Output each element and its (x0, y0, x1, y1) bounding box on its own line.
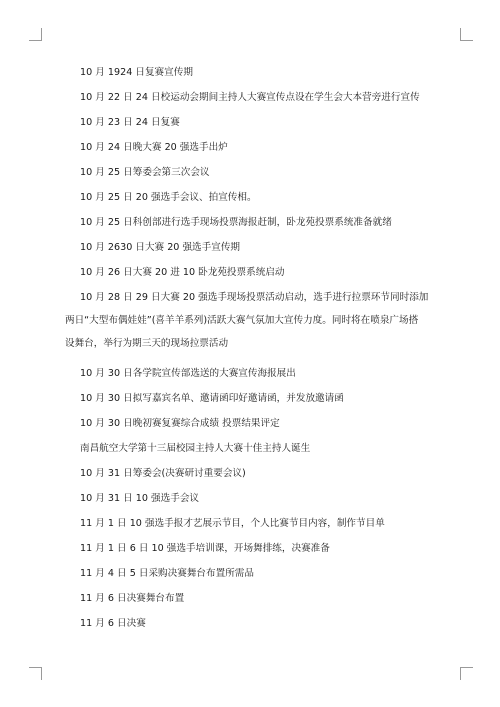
schedule-line: 11 月 1 日 10 强选手报才艺展示节目，个人比赛节目内容，制作节目单 (80, 518, 385, 529)
schedule-line: 11 月 4 日 5 日采购决赛舞台布置所需品 (80, 568, 254, 579)
schedule-line: 10 月 30 日各学院宣传部选送的大赛宣传海报展出 (80, 368, 296, 379)
schedule-line: 10 月 25 日 20 强选手会议、拍宣传相。 (80, 192, 257, 203)
schedule-line: 10 月 23 日 24 日复赛 (80, 117, 180, 128)
schedule-line: 11 月 1 日 6 日 10 强选手培训课，开场舞排练，决赛准备 (80, 543, 330, 554)
crop-mark-bottom-left (29, 667, 42, 680)
paragraph-line: 两日“大型布偶娃娃”(喜羊羊系列)活跃大赛气氛加大宣传力度。同时将在喷泉广场搭 (65, 315, 419, 326)
schedule-line: 11 月 6 日决赛 (80, 618, 146, 629)
schedule-line: 10 月 25 日筹委会第三次会议 (80, 167, 210, 178)
schedule-line: 11 月 6 日决赛舞台布置 (80, 593, 185, 604)
paragraph-line: 设舞台，举行为期三天的现场拉票活动 (65, 338, 229, 349)
crop-mark-top-left (29, 28, 42, 41)
schedule-line: 10 月 22 日 24 日校运动会期间主持人大赛宣传点设在学生会大本营旁进行宣传 (80, 92, 420, 103)
schedule-line: 10 月 2630 日大赛 20 强选手宣传期 (80, 242, 241, 253)
schedule-paragraph (65, 286, 445, 355)
crop-mark-bottom-right (460, 667, 473, 680)
schedule-line: 10 月 24 日晚大赛 20 强选手出炉 (80, 142, 228, 153)
schedule-line: 10 月 1924 日复赛宣传期 (80, 67, 193, 78)
schedule-line: 南昌航空大学第十三届校园主持人大赛十佳主持人诞生 (80, 443, 311, 454)
schedule-line: 10 月 30 日拟写嘉宾名单、邀请函印好邀请函，并发放邀请函 (80, 393, 344, 404)
crop-mark-top-right (460, 28, 473, 41)
schedule-line: 10 月 31 日 10 强选手会议 (80, 493, 200, 504)
schedule-line: 10 月 31 日筹委会(决赛研讨重要会议) (80, 468, 246, 479)
schedule-line: 10 月 25 日科创部进行选手现场投票海报赶制，卧龙苑投票系统准备就绪 (80, 217, 392, 228)
paragraph-line: 10 月 28 日 29 日大赛 20 强选手现场投票活动启动，选手进行拉票环节同时添加 (80, 292, 429, 303)
document-body (65, 66, 445, 642)
schedule-line: 10 月 26 日大赛 20 进 10 卧龙苑投票系统启动 (80, 267, 285, 278)
schedule-line: 10 月 30 日晚初赛复赛综合成绩 投票结果评定 (80, 418, 280, 429)
